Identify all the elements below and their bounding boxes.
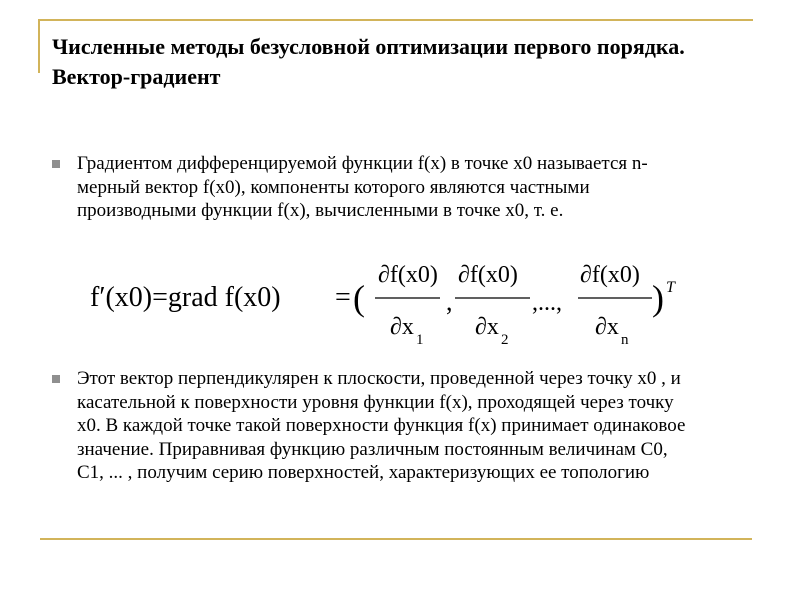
formula-open-paren: ( — [353, 278, 365, 318]
formula-term2-numerator: ∂f(x0) — [458, 262, 518, 288]
formula-term2-denominator: ∂x — [475, 314, 499, 340]
formula-dots: ,..., — [532, 290, 562, 316]
formula-transpose: T — [666, 279, 675, 296]
square-bullet-icon — [52, 375, 60, 383]
frame-bottom-line — [40, 538, 752, 540]
frame-top-line — [38, 19, 753, 21]
frame-left-line — [38, 19, 40, 73]
formula-term2-subscript: 2 — [501, 332, 509, 348]
formula-term1-denominator: ∂x — [390, 314, 414, 340]
formula-close-paren: ) — [652, 278, 664, 318]
square-bullet-icon — [52, 160, 60, 168]
slide-title: Численные методы безусловной оптимизации первого порядка. Вектор-градиент — [52, 34, 685, 89]
formula-comma-1: , — [446, 287, 453, 316]
formula-term1-numerator: ∂f(x0) — [378, 262, 438, 288]
formula-term3-denominator: ∂x — [595, 314, 619, 340]
gradient-formula — [90, 254, 690, 354]
bullet-text: Этот вектор перпендикулярен к плоскости, проведенной через точку x0 , и касательной к поверхности уровня функции f(x), проходящей через точку x0. В каждой точке такой поверхности функция f(x) принимает одинаковое значение. Приравнивая функцию различным постоянным величинам C0, C1, ... , получим серию поверхностей, характеризующих ее топологию — [77, 368, 686, 483]
formula-term3-numerator: ∂f(x0) — [580, 262, 640, 288]
formula-svg — [90, 254, 690, 354]
formula-lhs: f′(x0)=grad f(x0) — [90, 282, 281, 313]
bullet-text: Градиентом дифференцируемой функции f(x) в точке x0 называется n-мерный вектор f(x0), компоненты которого являются частными производными функции f(x), вычисленными в точке x0, т. е. — [77, 153, 648, 221]
formula-term1-subscript: 1 — [416, 332, 424, 348]
formula-equals: = — [335, 282, 351, 313]
formula-term3-subscript: n — [621, 332, 629, 348]
